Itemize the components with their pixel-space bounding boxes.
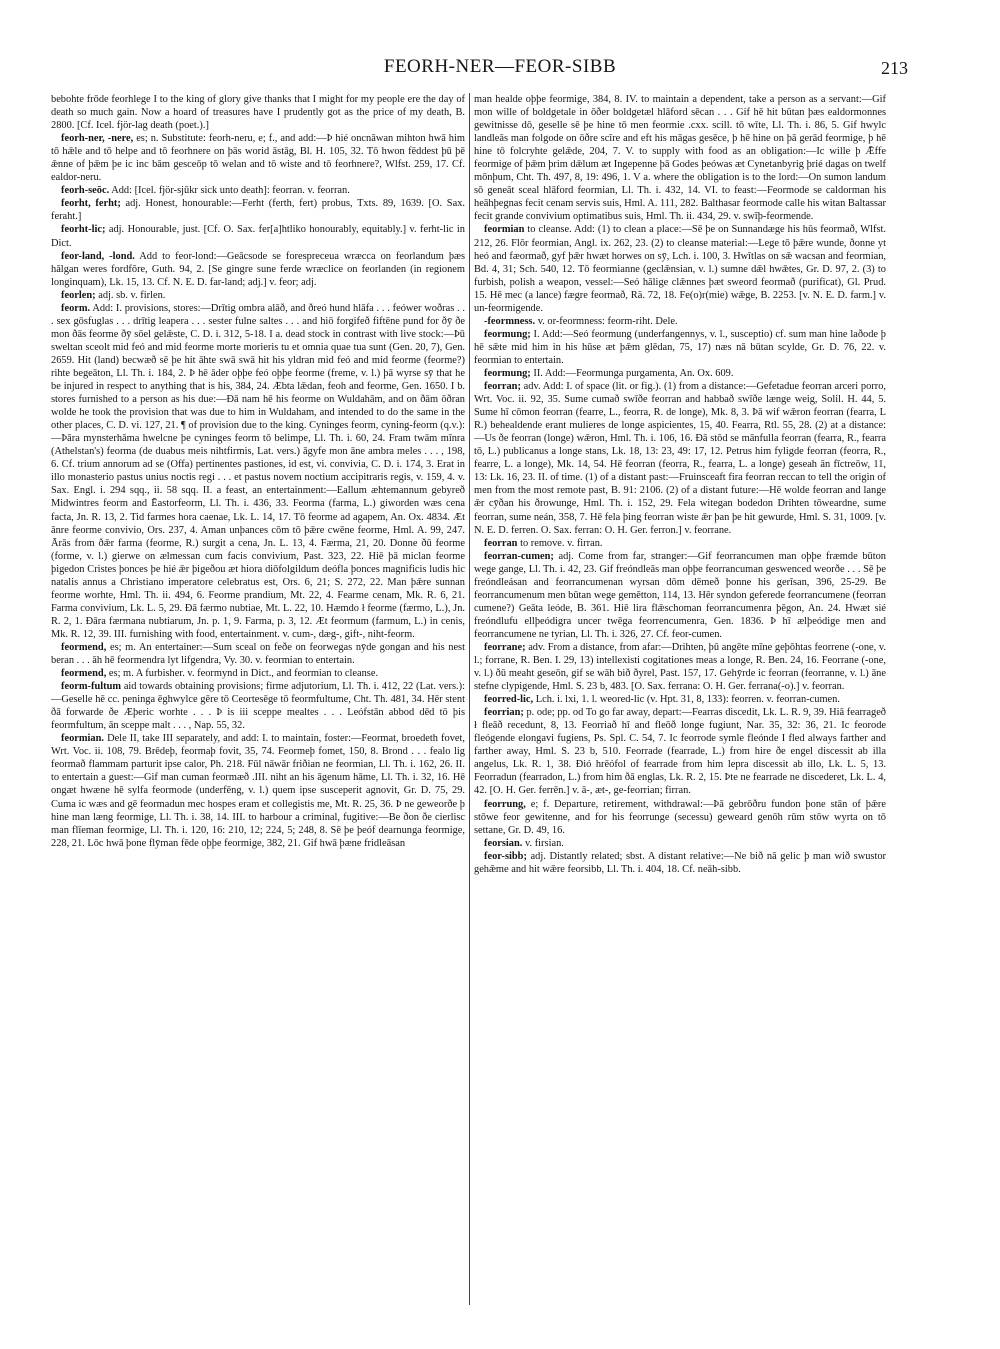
entry-text: Lch. i. lxi, 1. l. weored-lic (v. Hpt. 31, 8, 133): feorren. v. feorran-cumen.	[535, 694, 840, 706]
dictionary-entry	[51, 680, 465, 732]
dictionary-entry	[51, 289, 465, 302]
entry-headword: feorran	[484, 537, 518, 549]
entry-text: adv. From a distance, from afar:—Drihten, þū angēte mīne geþōhtas feorrene (-one, v. l.; forrane, R. Ben. I. 29, 13) intellexisti cogitationes meas a longe, R. Ben. 24, 16. Feorrane (-one, v. l.) ðū meaht geseōn, gif se wāh bið ðyrel, Past. 157, 17. Gehȳrde ic feorran (feorranne, v. l.) āne stefne clypigende, Hml. S. 23 b, 483. [O. Sax. ferrana: O. H. Ger. ferrana(-o).] v. feorran.	[474, 641, 886, 693]
entry-headword: feor-land, -lond.	[61, 250, 135, 262]
entry-text: I. Add:—Seó feormung (underfangennys, v. l., susceptio) cf. sum man hine laðode þ hē sǣte mid him in his hūse æt þǣm glēdan, 75, 17) næs nā būtan scylde, Gr. D. 76, 22. v. feormian to entertain.	[474, 328, 886, 366]
entry-text: Dele II, take III separately, and add: I. to maintain, foster:—Feormat, broedeth fovet, Wrt. Voc. ii. 108, 79. Brēdeþ, feormaþ fovit, 35, 74. Feormeþ fomet, 150, 8. Brond . . . fealo lig feormað flammam parturit ipse calor, Ph. 218. Fūl nāwār friðian ne feormian, Ll. Th. i. 162, 26. II. to entertain a guest:—Gif man cuman feormæð .III. niht an his āgenum hāme, Ll. Th. i. 32, 16. Hē ongæt hwæne hē sylfa feormode (underfēng, v. l.) quem ipse susceperit agnovit, Gr. D. 75, 29. Cuma ic wæs and gē feormadun mec hospes eram et collegistis me, Mt. R. 25, 36. Þ ne geweorðe þ hine man læng feormige, Ll. Th. i. 38, 14. III. to harbour a criminal, fugitive:—Be ðon ðe cierlisc man flīeman feormige, Ll. Th. i. 120, 16: 210, 12; 224, 5; 248, 8. Sē þe þeóf dearnunga feormige, 228, 21. Lōc hwā þone flȳman fēde oþþe feormige, 382, 21. Gif hwā þæne fridleāsan	[51, 733, 465, 849]
dictionary-entry	[51, 667, 465, 680]
entry-text: es; m. A furbisher. v. feormynd in Dict., and feormian to cleanse.	[108, 668, 379, 680]
entry-headword: -feormness.	[484, 315, 536, 327]
page-number: 213	[881, 58, 908, 78]
entry-headword: feormung;	[484, 328, 531, 340]
entry-text: to cleanse. Add: (1) to clean a place:—Sē þe on Sunnandæge his hūs feormað, Wlfst. 212, 26. Flōr feormian, Angl. ix. 262, 23. (2) to cleanse material:—Lege tō þǣre wunde, ðonne yt heó and fæormað, gyf þǣr hwæt horwes on sȳ, Lch. i. 100, 3. Hwītlas on sǣ wacsan and feormian, Bd. 4, 31; Sch. 540, 12. Tō feormianne (geclǣnsian, v. l.) sumne dǣl hwǣtes, Gr. D. 97, 2. (3) to furbish, polish a weapon, vessel:—Seó hālige clǣnnes þæt sweord feormað (purificat), Gl. Prud. 15. Hē mec (a lance) fægre feormað, Rä. 72, 18. Fe(o)r(mie) wǣge, B. 2253. [v. N. E. D. farm.] v. un-feormigende.	[474, 224, 886, 314]
entry-headword: feorlen;	[61, 289, 96, 301]
dictionary-entry	[474, 550, 886, 641]
entry-text: v. or-feormness: feorm-riht. Dele.	[537, 315, 678, 327]
entry-headword: feormend,	[61, 641, 107, 653]
dictionary-entry	[474, 380, 886, 537]
entry-text: II. Add:—Feormunga purgamenta, An. Ox. 609.	[533, 367, 734, 379]
dictionary-entry	[474, 315, 886, 328]
entry-headword: feormend,	[61, 668, 107, 680]
entry-headword: feorm.	[61, 302, 91, 314]
entry-headword: feorh-seōc.	[61, 185, 110, 197]
dictionary-entry	[474, 706, 886, 797]
right-column	[474, 93, 886, 1308]
dictionary-entry	[51, 641, 465, 667]
entry-text: adj. Come from far, stranger:—Gif feorrancumen man oþþe fræmde būton wege gange, Ll. Th. i. 42, 23. Gif freóndleās man oþþe feorrancuman geswenced weorðe . . . Sē þe freóndleásan and feorrancumenan wyrsan dōm dēmeð þonne his gerīsan, 396, 25-29. Be feorrancumenum men būtan wege gemētton, 114, 13. Hēr syndon geferede feorrancumene (feorran cumene?) Geāta leóde, B. 361. Hiē lira flǣschoman feorrancumenra þēgon, An. 24. Hwæt sié freóndlufu ellþeódigra uncer twēga feorrencumenra, Gen. 1836. Þ hī ælþeódige men and feorrancumene ne tyrian, Ll. Th. i. 326, 27. Cf. feor-cumen.	[474, 550, 886, 640]
entry-text: Add: [Icel. fjör-sjūkr sick unto death]: feorran. v. feorran.	[111, 185, 350, 197]
entry-headword: feorm-fultum	[61, 681, 122, 693]
entry-text: to remove. v. firran.	[520, 537, 603, 549]
entry-text: e; f. Departure, retirement, withdrawal:—Þā gebrōðru fundon þone stān of þǣre stōwe feor gewitenne, and for his feorrunge (secessu) geweard genōh rūm stōw wyrta on tō settane, Gr. D. 49, 16.	[474, 798, 886, 836]
dictionary-entry	[51, 223, 465, 249]
entry-text: es; n. Substitute: feorh-neru, e; f., and add:—Þ hié oncnāwan mihton hwā him tō hǣle and tō helpe and tō feorhnere on þās worid āstāg, Bl. H. 105, 32. Tō hwon fēddest þū þē ǣnne of þǣm þe ic inc bām gesceōp tō welan and tō wiste and tō feorhnere?, Wlfst. 259, 17. Cf. ealdor-neru.	[51, 133, 465, 184]
dictionary-entry	[51, 93, 465, 132]
entry-headword: feorran;	[484, 381, 521, 393]
entry-text: adj. Distantly related; sbst. A distant relative:—Ne bið nā gelic þ man wið swustor gehǣme and hit wǣre feorsibb, Ll. Th. i. 404, 18. Cf. neāh-sibb.	[474, 850, 886, 875]
entry-headword: feorred-lic,	[484, 694, 534, 706]
dictionary-entry	[474, 641, 886, 693]
dictionary-entry	[51, 197, 465, 223]
entry-text: adj. sb. v. firlen.	[98, 289, 166, 301]
entry-headword: feorht, ferht;	[61, 198, 121, 210]
left-column	[51, 93, 465, 1308]
dictionary-entry	[474, 693, 886, 706]
entry-text: p. ode; pp. od To go far away, depart:—Fearras discedit, Lk. L. R. 9, 39. Hiā fearrageð ł fleāð recedunt, 8, 13. Feorriað hī and fleōð longe fugiunt, Nar. 35, 32: 36, 21. Ic feorode fleógende elongavi fugiens, Ps. Spl. C. 54, 7. Ic feorrode symle fleónde I fled always farther and farther away, Hml. S. 23 b, 510. Feorrade (fearrade, L.) from hire ðe engel discessit ab illa angelus, Lk. R. 1, 38. Ðió hrēófol of fearrade from him lepra discessit ab illo, Lk. L. 5, 13. Feorradun (fearradon, L.) from him ðā englas, Lk. R. 2, 15. Þte ne fearrade ne discederet, Lk. L. 4, 42. [O. H. Ger. ferrēn.] v. ā-, æt-, ge-feorrian; firran.	[474, 707, 886, 797]
dictionary-entry	[51, 732, 465, 849]
entry-headword: feorrung,	[484, 798, 526, 810]
dictionary-entry	[474, 850, 886, 876]
dictionary-entry	[474, 837, 886, 850]
dictionary-entry	[474, 367, 886, 380]
dictionary-entry	[474, 537, 886, 550]
dictionary-entry	[51, 250, 465, 289]
entry-headword: feormian.	[61, 733, 104, 745]
entry-text: Add to feor-lond:—Geācsode se forespreceua wræcca on feorlandum þæs hālgan weres fordfōre, Guth. 94, 2. [Se gingre sune ferde wræclice on feorlanden (in regionem longinquam), Lk. 15, 13. Cf. N. E. D. far-land; adj.] v. feor; adj.	[51, 250, 465, 288]
entry-headword: feormung;	[484, 367, 531, 379]
dictionary-entry	[51, 132, 465, 184]
entry-headword: feormian	[484, 224, 525, 236]
running-head: FEORH-NER—FEOR-SIBB	[383, 56, 617, 77]
entry-headword: feorh-ner, -nere,	[61, 133, 134, 145]
dictionary-entry	[474, 223, 886, 314]
dictionary-entry	[474, 93, 886, 223]
entry-text: adj. Honourable, just. [Cf. O. Sax. fer[a]htliko honourably, equitably.] v. ferht-lic in Dict.	[51, 224, 465, 249]
entry-text: v. firsian.	[525, 837, 564, 849]
dictionary-entry	[474, 328, 886, 367]
dictionary-entry	[51, 302, 465, 641]
dictionary-entry	[51, 184, 465, 197]
entry-text: adj. Honest, honourable:—Ferht (ferth, fert) probus, Txts. 89, 1639. [O. Sax. feraht.]	[51, 198, 465, 223]
entry-headword: feorrane;	[484, 641, 526, 653]
entry-text: man healde oþþe feormige, 384, 8. IV. to maintain a dependent, take a person as a servant:—Gif mon wille of boldgetale in ōðer boldgetæl hlāford sēcan . . . Gif hē hit būtan þæs ealdormonnes gewitnisse dō, geselle sē þe hine tō men feormie .cxx. scill. tō wīte, Ll. Th. i. 86, 5. Gif hwylc landleās man folgode on ōðre scīre and eft his māgas gesēce, þ hē hine on þā gerād feormige, þ hē hine tō folcryhte gelǣde, 204, 7. V. to supply with food as an obligation:—Ic wille þ Ǣffe feormige of þǣm þrim dǣlum æt Ingepenne þā Godes þeówas æt Cynetanbyrig þrié dagas on twelf mōnþum, Cht. Th. 497, 8, 19: 496, 1. V a. where the obligation is to the lord:—On sumon landum sō geneāt sceal hlāford feormian, Ll. Th. i. 432, 14. VI. to feast:—Feormode se caldorman his heāhþegnas fecit cenam servis suis, Hml. A. 111, 282. Balthasar feormode calle his witan Baltassar fecit grande convivium optimatibus suis, Hml. Th. ii. 434, 29. v. swīþ-feormende.	[474, 94, 886, 223]
entry-text: Add: I. provisions, stores:—Drītig ombra alāð, and ðreó hund hlāfa . . . feówer woðras . . . sex gōsfuglas . . . drītig leapera . . . sester fulne saltes . . . and hiō forgifeð fiftēne pund for ðȳ ðe mon ðās feorme ðȳ sōel gelǣste, C. D. i. 312, 5-18. I a. dead stock in contrast with live stock:—Þū sweltan sceolt mid feó and mid feorme morte morieris tu et omnia quae tua sunt (Gen. 20, 7), Gen. 2659. Hit (land) becwæð sē þe hit āhte swā swā hit his yldran mid feó and mid feorme (feorme?) rihte begeāton, Ll. Th. i. 184, 2. Þ hē āder oþþe feó oþþe feorme (freme, v. l.) þā wyrse sȳ that he be injured in respect to anything that is his, 384, 24. Æbta lǣdan, feoh and feorme, Gen. 1650. I b. stores furnished to a person as his due:—Ðā nam hē his feorme on Wuldahām, and on ðām ōðran wolde he took the provision that was due to him in Wuldaham, and intended to do the same in the other places, C. D. vi. 127, 21. ¶ of provision due to the king. Cyninges feorm, cyning-feorm (q.v.):—Þāra mynsterhāma hwelcne þe cyninges feorm tō belimpe, Ll. Th. i. 60, 24. Fram twām mīnra (Athelstan's) feorma (de duabus meis nihtfirmis, Lat. vers.) āgyfe mon āne ambra meles . . . , 198, 6. Cf. trium annorum ad se (Offa) pertinentes pastiones, id est, vi. convivia, C. D. i. 174, 3. Erat in illo monasterio pastus unius noctis regi . . . et pastus novem noctium accipitraris regis, v. 159, 4. v. Sax. Engl. i. 294 sqq., ii. 58 sqq. II. a feast, an entertainment:—Eallum æhtemannum gebyreð Midwintres feorm and Ēastorfeorm, Ll. Th. i. 436, 33. Feorma (farma, L.) giworden wæs cena facta, Jn. R. 13, 2. Tid farmes hora caenae, Lk. L. 14, 17. Tō feorme ad agapem, An. Ox. 4834. Æt ānre feorme convivio, Ors. 237, 4. Aman unþances cōm tō þǣre cwēne feorme, Hml. A. 99, 247. Ārās from ðǣr farma (feorme, R.) surgit a cena, Jn. L. 13, 4. Færma, 21, 20. Donne ðū feorme (forme, v. l.) gierwe on ælmessan cum facis convivium, Past. 323, 22. Hiē þā miclan feorme þigedon Cristes þonces þe hié ǣr þigeðou æt hiora diōfolgildum deófla þonces magnificis ludis hic natalis annus a Christiano imperatore celebratus est, Ors. 6, 21; S. 272, 22. Man þǣre sunnan feorme worhte, Hml. Th. ii. 494, 6. Feorme prandium, Mt. 22, 4. Fearme cenam, Mk. R. 6, 21. Farma convivium, Lk. L. 5, 29. Ðā færmo nubtiae, Mt. L. 22, 10. Hæmdo ł feorme (færmo, L.), Jn. R. 2, 1. Ðāra færmana nubtiarum, Jn. p. 1, 9. Farma, p. 3, 12. Æt feormum (farmum, L.) in cenis, Mk. R. 12, 39. III. furnishing with food, entertainment. v. cum-, dæg-, gift-, niht-feorm.	[51, 302, 465, 640]
entry-text: adv. Add: I. of space (lit. or fig.). (1) from a distance:—Gefetadue feorran arceri porro, Wrt. Voc. ii. 92, 35. Sume cumað swīðe feorran and habbað swīðe længe weig, Solil. H. 44, 5. Sume hī cōmon feorran (fearre, L., feorra, R. de longe), Mk. 8, 3. Þā wif wǣron feorran (fearra, L R.) behealdende erant mulieres de longe aspicientes, 15, 40. Fearra, Rtl. 55, 28. (2) at a distance:—Us ðe feorran (longe) wǣron, Hml. Th. i. 106, 16. Ðā stōd se mānfulla feorran (fearra, R., fearra tō, L.) publicanus a longe stans, Lk. 18, 13: 23, 49: 17, 12. Petrus him fyligde feorran (feorra, R., fearre, L. a longe), Mk. 14, 54. Hē feorran (feorra, R., fearra, L. a longe) geseah ān fīctreōw, 11, 13: Lk. 16, 23. II. of time. (1) of a distant past:—Fruinsceaft fira feorran reccan to tell the origin of men from the most remote past, B. 91: 2106. (2) of a distant future:—Hē wolde feorran and lange ǣr cȳðan his ðrowunge, Hml. Th. i. 152, 29. Fela witegan bodedon Drihten tōweardne, sume feorran, sume neán, 358, 7. Hē fela þing feorran wiste ǣr þan þe hit gewurde, Hml. S. 31, 1009. [v. N. E. D. ferren. O. Sax. ferran: O. H. Ger. ferron.] v. feorrane.	[474, 381, 886, 536]
entry-headword: feorran-cumen;	[484, 550, 554, 562]
entry-text: bebohte frōde feorhlege I to the king of glory give thanks that I might for my people ere the day of death so much gain. Now a hoard of treasures have I prudently got as the price of my death, B. 2800. [Cf. Icel. fjör-lag death (poet.).]	[51, 94, 465, 132]
entry-text: es; m. An entertainer:—Sum sceal on feðe on feorwegas nȳde gongan and his nest beran . . . āh hē feormendra lyt lifgendra, Vy. 30. v. feormian to entertain.	[51, 641, 465, 667]
entry-headword: feorht-lic;	[61, 224, 106, 236]
entry-headword: feorrian;	[484, 707, 524, 719]
column-divider	[469, 93, 470, 1305]
entry-headword: feorsian.	[484, 837, 523, 849]
entry-headword: feor-sibb;	[484, 850, 527, 862]
dictionary-entry	[474, 798, 886, 837]
entry-text: aid towards obtaining provisions; firme adjutorium, Ll. Th. i. 412, 22 (Lat. vers.):—Geselle hē cc. peninga ēghwylce gēre tō Ceortesēge tō feormfultume, Cht. Th. 481, 34. Hēr stent ðā forwarde ðe Æþeric worhte . . . Þ is iii sceppe mealtes . . . Leófstān abbod dēd tō þis feormfultum, ān sceppe malt . . . , Nap. 55, 32.	[51, 681, 465, 732]
